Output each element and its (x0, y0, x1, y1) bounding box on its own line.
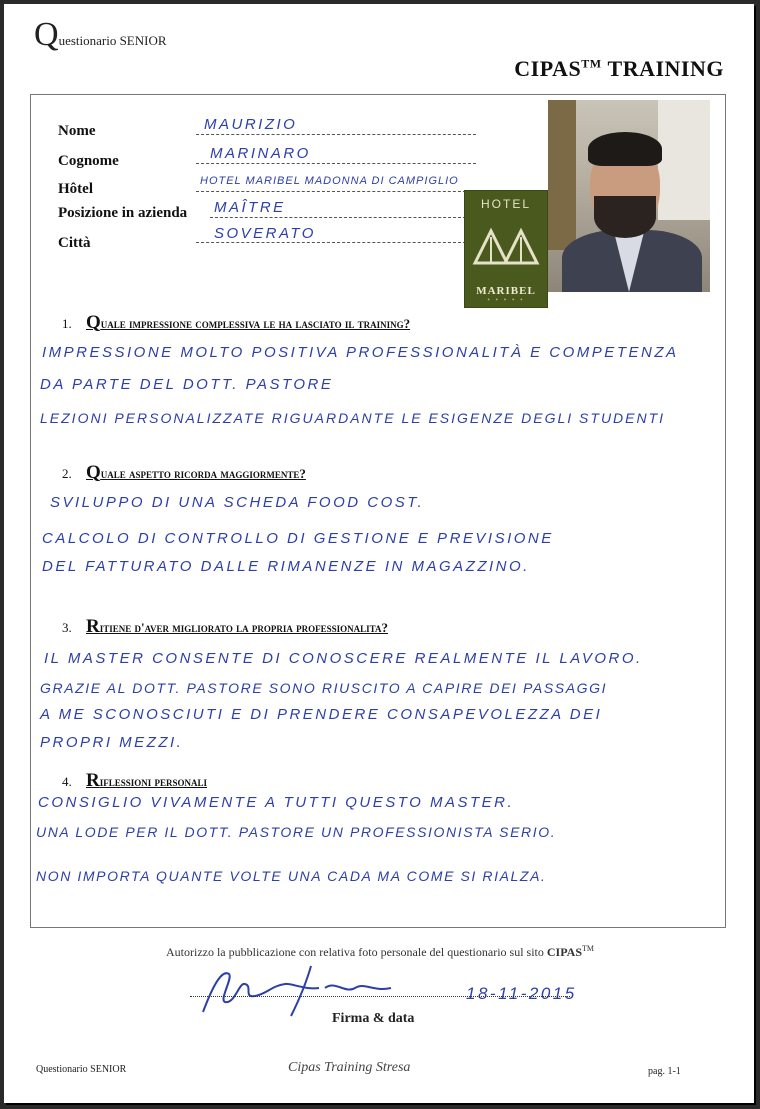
photo-window (658, 100, 710, 220)
question-3-first: R (86, 616, 100, 637)
authorization-sentence: Autorizzo la pubblicazione con relativa foto personale del questionario sul sito (165, 945, 544, 959)
question-4-first: R (86, 770, 100, 791)
answer-2-line-2: CALCOLO DI CONTROLLO DI GESTIONE E PREVISIONE (42, 530, 554, 547)
profile-photo (548, 100, 710, 292)
question-1-first: Q (86, 312, 101, 333)
header-brand (34, 18, 167, 52)
logo-top-text: HOTEL (480, 197, 531, 211)
field-value-hotel: HOTEL MARIBEL MADONNA DI CAMPIGLIO (200, 175, 459, 187)
logo-bottom-text: MARIBEL (476, 285, 536, 297)
question-3-text: itiene d'aver migliorato la propria professionalita? (99, 620, 388, 635)
question-1-title (62, 312, 410, 334)
header-title (514, 56, 724, 82)
answer-1-line-3: LEZIONI PERSONALIZZATE RIGUARDANTE LE ESIGENZE DEGLI STUDENTI (40, 410, 666, 426)
authorization-tm: TM (582, 944, 594, 953)
title-right: TRAINING (607, 56, 724, 81)
field-label-posizione: Posizione in azienda (58, 205, 188, 221)
question-4-title (62, 770, 207, 792)
authorization-brand: CIPAS (546, 945, 582, 959)
question-2-title (62, 462, 306, 484)
question-1-text: uale impressione complessiva le ha lasciato il training? (100, 316, 411, 331)
question-1-number: 1. (62, 316, 72, 331)
field-value-citta: SOVERATO (214, 225, 316, 242)
question-2-text: uale aspetto ricorda maggiormente? (100, 466, 306, 481)
question-3-title (62, 616, 388, 638)
field-line-nome (196, 134, 476, 135)
question-3-number: 3. (62, 620, 72, 635)
title-tm: TM (581, 56, 602, 71)
answer-3-line-1: IL MASTER CONSENTE DI CONOSCERE REALMENTE IL LAVORO. (44, 650, 643, 667)
field-label-cognome: Cognome (58, 153, 119, 169)
question-2-first: Q (86, 462, 101, 483)
field-line-cognome (196, 163, 476, 164)
field-line-citta (196, 242, 466, 243)
field-value-nome: MAURIZIO (204, 116, 298, 133)
answer-3-line-2: GRAZIE AL DOTT. PASTORE SONO RIUSCITO A CAPIRE DEI PASSAGGI (40, 680, 608, 696)
answer-2-line-3: DEL FATTURATO DALLE RIMANENZE IN MAGAZZINO. (42, 558, 530, 575)
answer-1-line-2: DA PARTE DEL DOTT. PASTORE (40, 376, 334, 393)
authorization-text (0, 944, 760, 960)
field-label-citta: Città (58, 235, 91, 251)
photo-hair (588, 132, 662, 166)
photo-door (548, 100, 576, 250)
answer-3-line-4: PROPRI MEZZI. (40, 734, 184, 751)
field-label-hotel: Hôtel (58, 181, 93, 197)
field-value-cognome: MARINARO (210, 145, 311, 162)
photo-beard (594, 196, 656, 238)
question-2-number: 2. (62, 466, 72, 481)
question-4-number: 4. (62, 774, 72, 789)
brand-initial: Q (34, 16, 59, 53)
answer-4-line-1: CONSIGLIO VIVAMENTE A TUTTI QUESTO MASTER. (38, 794, 515, 811)
answer-4-line-3: NON IMPORTA QUANTE VOLTE UNA CADA MA COME SI RIALZA. (36, 868, 547, 884)
field-label-nome: Nome (58, 123, 96, 139)
answer-4-line-2: UNA LODE PER IL DOTT. PASTORE UN PROFESSIONISTA SERIO. (36, 824, 557, 840)
logo-dots: • • • • • (487, 296, 525, 304)
footer-left: Questionario SENIOR (36, 1064, 127, 1075)
answer-1-line-1: IMPRESSIONE MOLTO POSITIVA PROFESSIONALITÀ E COMPETENZA (42, 344, 679, 361)
hotel-logo (464, 190, 548, 308)
field-line-hotel (196, 191, 476, 192)
brand-rest: uestionario SENIOR (58, 33, 167, 48)
answer-3-line-3: A ME SCONOSCIUTI E DI PRENDERE CONSAPEVOLEZZA DEI (40, 706, 603, 723)
footer-center: Cipas Training Stresa (288, 1060, 411, 1075)
signature-line (190, 996, 570, 997)
title-left: CIPAS (514, 56, 582, 81)
mountain-icon (465, 215, 547, 275)
footer-right: pag. 1-1 (648, 1066, 681, 1077)
field-line-posizione (210, 217, 466, 218)
signature-date: 18-11-2015 (466, 984, 577, 1003)
answer-2-line-1: SVILUPPO DI UNA SCHEDA FOOD COST. (50, 494, 425, 511)
firma-label: Firma & data (332, 1011, 415, 1026)
field-value-posizione: MAÎTRE (214, 199, 286, 216)
question-4-text: iflessioni personali (99, 774, 208, 789)
